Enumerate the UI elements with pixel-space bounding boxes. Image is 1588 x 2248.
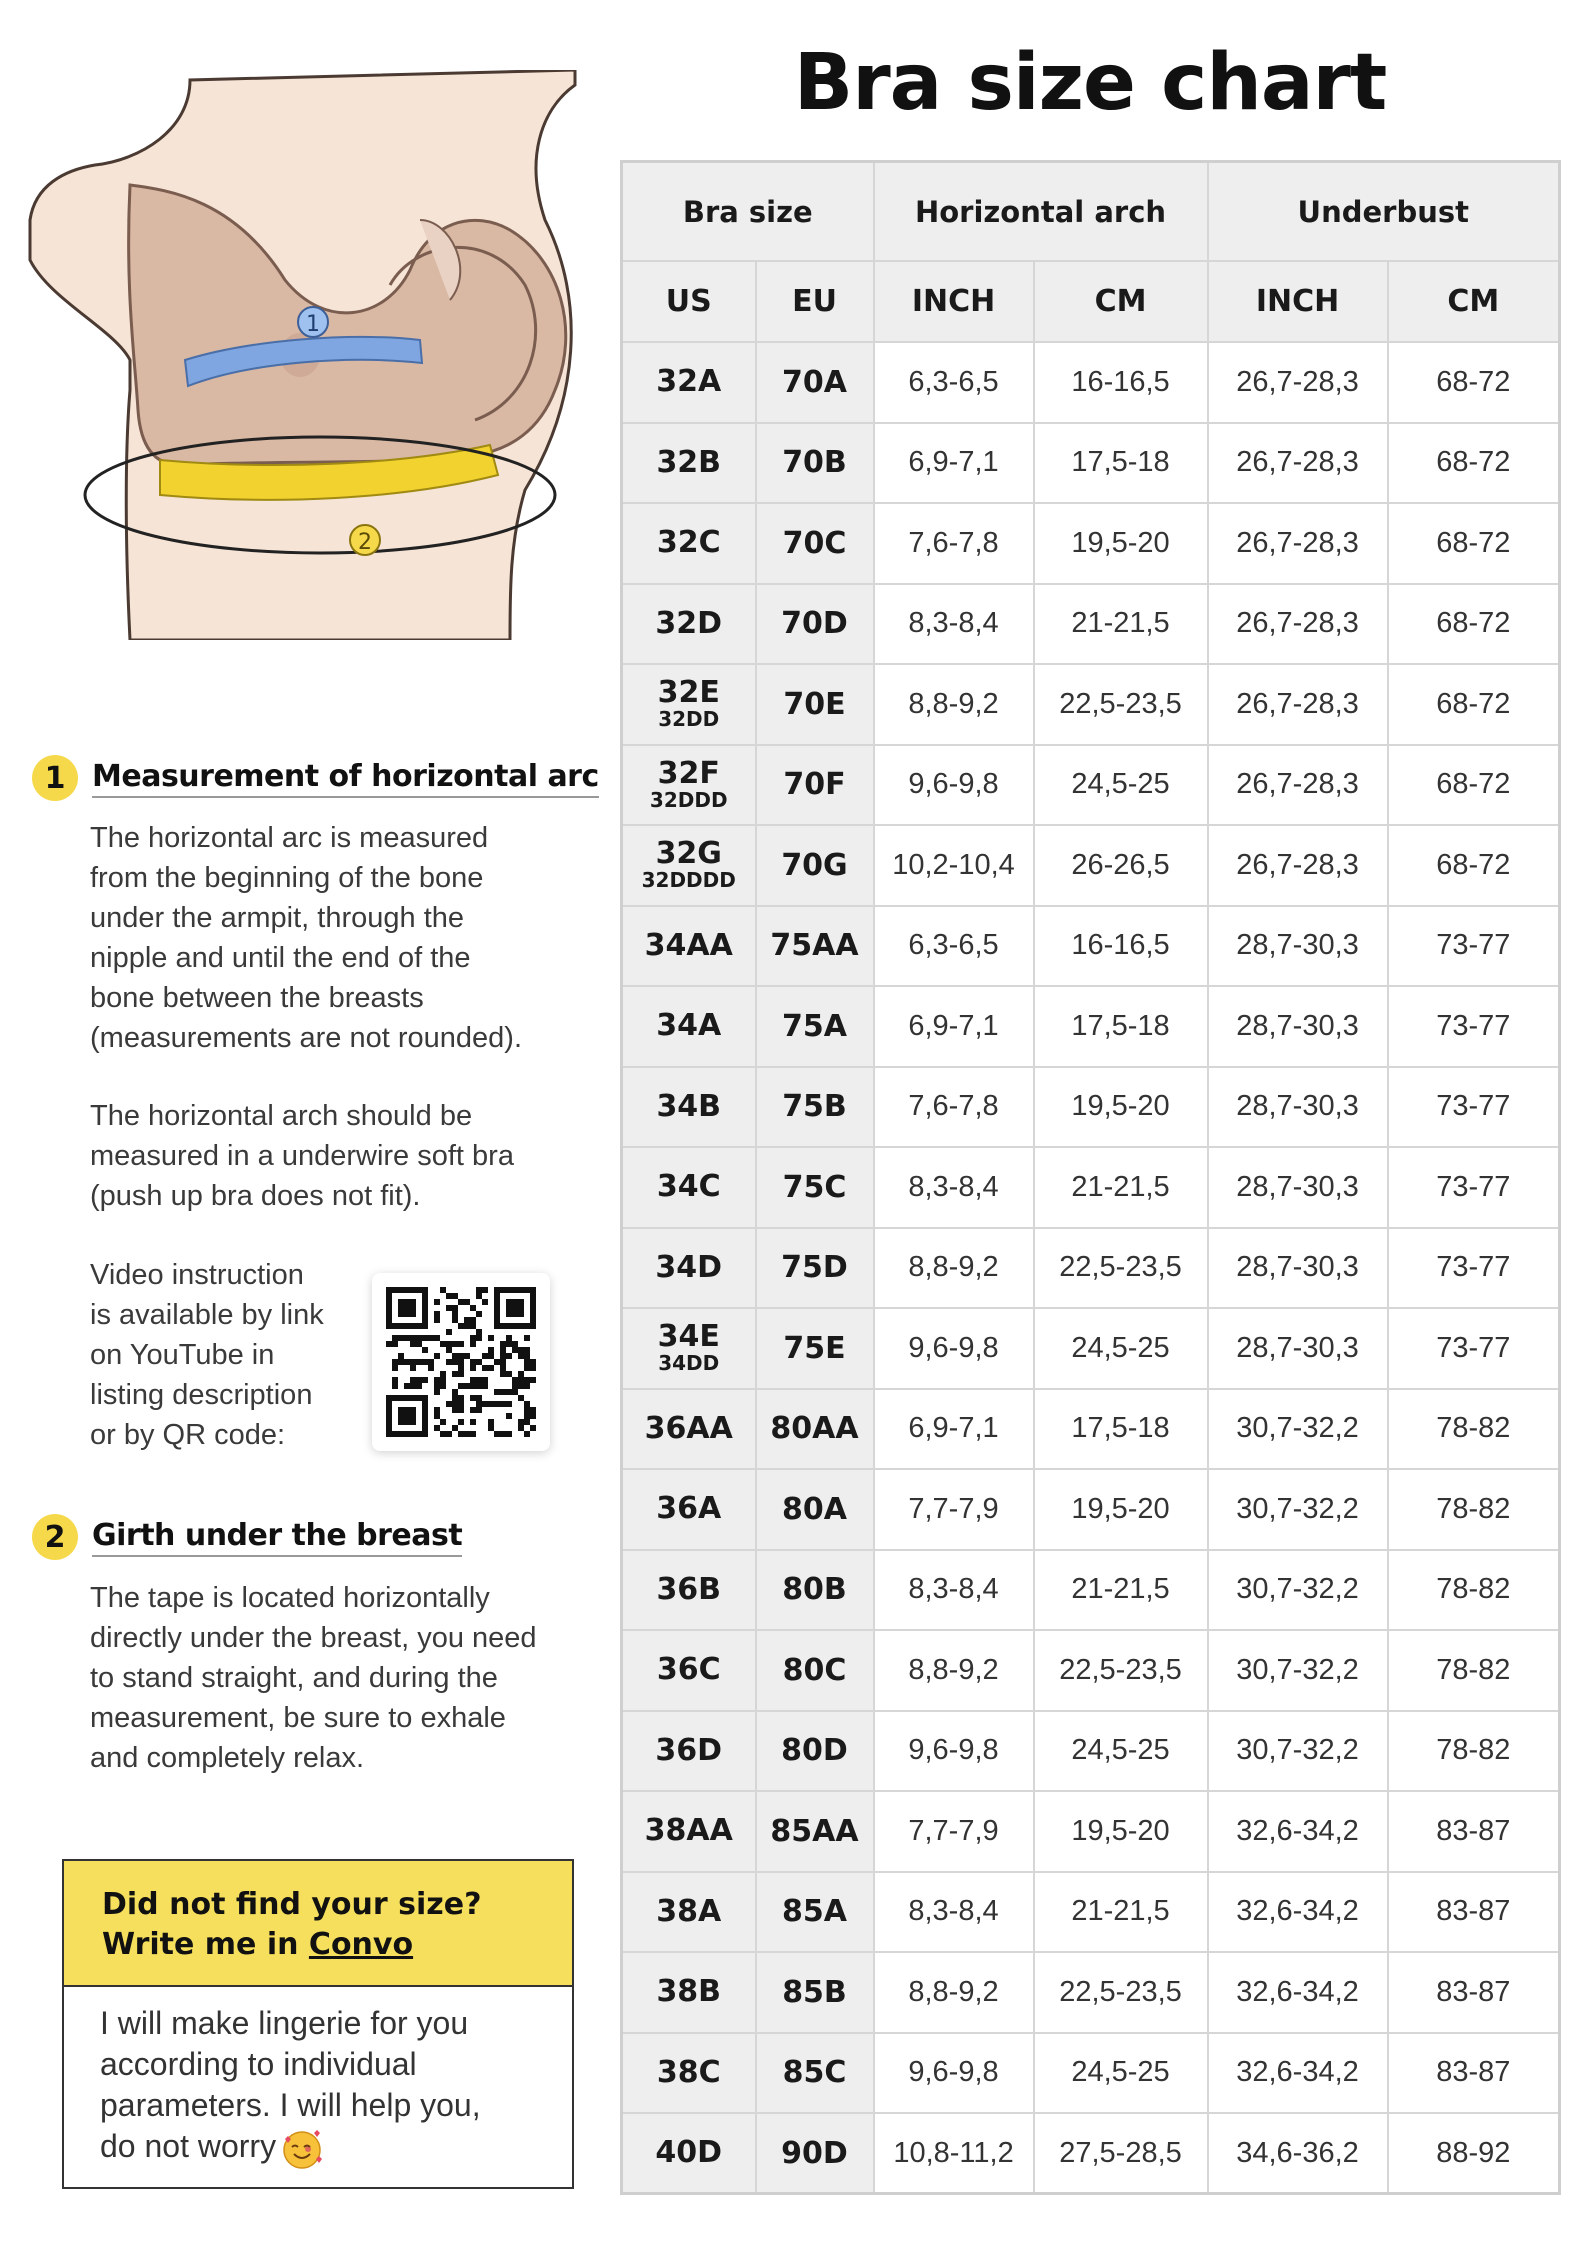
table-row	[622, 1791, 1560, 1872]
section-1-paragraph-3	[90, 1255, 360, 1455]
table-row	[622, 1067, 1560, 1148]
callout-line-2-prefix: Write me in	[102, 1927, 309, 1962]
us-size-main: 40D	[655, 2135, 723, 2170]
cell-arch-inch: 6,9-7,1	[874, 1389, 1034, 1470]
cell-us-size	[622, 906, 756, 987]
cell-arch-cm: 22,5-23,5	[1034, 1630, 1208, 1711]
table-row	[622, 1308, 1560, 1389]
cell-arch-cm: 21-21,5	[1034, 584, 1208, 665]
cell-arch-inch: 8,8-9,2	[874, 1228, 1034, 1309]
us-size-alt: 32DDD	[649, 787, 728, 812]
table-row	[622, 1147, 1560, 1228]
cell-arch-inch: 10,2-10,4	[874, 825, 1034, 906]
table-row	[622, 1952, 1560, 2033]
us-size-main: 32G	[655, 836, 722, 872]
cell-us-size	[622, 1469, 756, 1550]
cell-us-size	[622, 2033, 756, 2114]
us-size-main: 34C	[656, 1169, 721, 1205]
cell-underbust-cm: 83-87	[1388, 1952, 1560, 2033]
cell-eu-size: 80AA	[756, 1389, 874, 1470]
us-size-main: 36C	[656, 1652, 721, 1688]
text-line	[100, 2126, 536, 2171]
table-row	[622, 1711, 1560, 1792]
table-row	[622, 584, 1560, 665]
cell-underbust-inch: 32,6-34,2	[1208, 2033, 1388, 2114]
cell-us-size	[622, 825, 756, 906]
section-1-heading: Measurement of horizontal arc	[92, 759, 599, 798]
cell-arch-cm: 19,5-20	[1034, 503, 1208, 584]
cell-underbust-inch: 30,7-32,2	[1208, 1630, 1388, 1711]
text-line-content: do not worry	[100, 2128, 277, 2164]
cell-underbust-inch: 28,7-30,3	[1208, 986, 1388, 1067]
cell-eu-size: 75D	[756, 1228, 874, 1309]
cell-underbust-cm: 73-77	[1388, 1067, 1560, 1148]
cell-us-size	[622, 1067, 756, 1148]
section-1-paragraph-2	[90, 1096, 590, 1216]
cell-arch-inch: 6,9-7,1	[874, 986, 1034, 1067]
cell-eu-size: 80A	[756, 1469, 874, 1550]
page-title: Bra size chart	[793, 38, 1387, 128]
table-row	[622, 1630, 1560, 1711]
text-line: listing description	[90, 1379, 313, 1411]
cell-eu-size: 70G	[756, 825, 874, 906]
header-underbust: Underbust	[1208, 162, 1560, 262]
text-line: nipple and until the end of the	[90, 942, 471, 974]
marker-2: 2	[358, 530, 372, 555]
cell-arch-inch: 8,8-9,2	[874, 1952, 1034, 2033]
cell-underbust-cm: 68-72	[1388, 503, 1560, 584]
cell-us-size	[622, 1630, 756, 1711]
cell-arch-cm: 24,5-25	[1034, 1711, 1208, 1792]
cell-eu-size: 70E	[756, 664, 874, 745]
cell-arch-inch: 7,6-7,8	[874, 1067, 1034, 1148]
cell-underbust-cm: 73-77	[1388, 1308, 1560, 1389]
cell-underbust-cm: 78-82	[1388, 1550, 1560, 1631]
cell-us-size	[622, 1550, 756, 1631]
cell-eu-size: 80C	[756, 1630, 874, 1711]
table-row	[622, 906, 1560, 987]
cell-arch-inch: 9,6-9,8	[874, 745, 1034, 826]
cell-us-size	[622, 584, 756, 665]
cell-us-size	[622, 1952, 756, 2033]
cell-underbust-inch: 26,7-28,3	[1208, 503, 1388, 584]
header-bra-size: Bra size	[622, 162, 874, 262]
us-size-main: 38C	[656, 2054, 721, 2090]
cell-underbust-inch: 26,7-28,3	[1208, 423, 1388, 504]
cell-underbust-cm: 68-72	[1388, 745, 1560, 826]
subheader-arch-inch: INCH	[874, 261, 1034, 342]
cell-eu-size: 70D	[756, 584, 874, 665]
cell-us-size	[622, 1711, 756, 1792]
header-horizontal-arch: Horizontal arch	[874, 162, 1208, 262]
cell-eu-size: 70A	[756, 342, 874, 423]
cell-arch-cm: 17,5-18	[1034, 986, 1208, 1067]
cell-eu-size: 70C	[756, 503, 874, 584]
text-line: The horizontal arc is measured	[90, 822, 489, 854]
cell-arch-cm: 22,5-23,5	[1034, 664, 1208, 745]
cell-underbust-inch: 28,7-30,3	[1208, 1228, 1388, 1309]
cell-underbust-cm: 68-72	[1388, 342, 1560, 423]
cell-arch-inch: 10,8-11,2	[874, 2113, 1034, 2194]
cell-arch-cm: 21-21,5	[1034, 1872, 1208, 1953]
smiling-face-with-hearts-icon	[280, 2127, 324, 2171]
table-row	[622, 664, 1560, 745]
table-row	[622, 1550, 1560, 1631]
convo-link[interactable]: Convo	[308, 1927, 414, 1962]
bra-measurement-illustration	[20, 70, 590, 640]
cell-underbust-inch: 32,6-34,2	[1208, 1791, 1388, 1872]
subheader-us: US	[622, 261, 756, 342]
cell-underbust-cm: 73-77	[1388, 1147, 1560, 1228]
cell-arch-inch: 8,8-9,2	[874, 1630, 1034, 1711]
us-size-main: 32B	[656, 444, 722, 480]
cell-us-size	[622, 1147, 756, 1228]
cell-underbust-inch: 32,6-34,2	[1208, 1952, 1388, 2033]
cell-eu-size: 85B	[756, 1952, 874, 2033]
cell-underbust-inch: 34,6-36,2	[1208, 2113, 1388, 2194]
cell-underbust-inch: 28,7-30,3	[1208, 1308, 1388, 1389]
subheader-underbust-cm: CM	[1388, 261, 1560, 342]
us-size-alt: 32DD	[658, 707, 720, 732]
section-1-number-badge: 1	[32, 755, 78, 801]
section-1-paragraph-1	[90, 818, 590, 1058]
text-line: from the beginning of the bone	[90, 862, 484, 894]
cell-underbust-inch: 28,7-30,3	[1208, 1147, 1388, 1228]
cell-underbust-cm: 83-87	[1388, 1791, 1560, 1872]
cell-us-size	[622, 2113, 756, 2194]
table-row	[622, 1469, 1560, 1550]
cell-underbust-cm: 78-82	[1388, 1711, 1560, 1792]
text-line: according to individual	[100, 2046, 417, 2082]
cell-arch-cm: 19,5-20	[1034, 1791, 1208, 1872]
us-size-main: 34D	[655, 1249, 723, 1285]
cell-eu-size: 85C	[756, 2033, 874, 2114]
us-size-main: 32C	[656, 525, 721, 561]
cell-underbust-cm: 78-82	[1388, 1469, 1560, 1550]
cell-eu-size: 80D	[756, 1711, 874, 1792]
cell-arch-inch: 9,6-9,8	[874, 1711, 1034, 1792]
cell-underbust-inch: 30,7-32,2	[1208, 1469, 1388, 1550]
cell-underbust-inch: 32,6-34,2	[1208, 1872, 1388, 1953]
text-line: is available by link	[90, 1299, 324, 1331]
cell-underbust-cm: 68-72	[1388, 423, 1560, 504]
cell-us-size	[622, 1791, 756, 1872]
cell-us-size	[622, 1389, 756, 1470]
cell-underbust-inch: 28,7-30,3	[1208, 906, 1388, 987]
us-size-main: 32D	[655, 605, 723, 641]
us-size-alt: 34DD	[658, 1351, 720, 1376]
cell-underbust-inch: 26,7-28,3	[1208, 342, 1388, 423]
cell-arch-cm: 24,5-25	[1034, 1308, 1208, 1389]
text-line: directly under the breast, you need	[90, 1622, 537, 1654]
table-row	[622, 423, 1560, 504]
cell-arch-inch: 6,3-6,5	[874, 906, 1034, 987]
subheader-eu: EU	[756, 261, 874, 342]
cell-arch-cm: 17,5-18	[1034, 423, 1208, 504]
cell-us-size	[622, 342, 756, 423]
table-row	[622, 1389, 1560, 1470]
cell-arch-cm: 22,5-23,5	[1034, 1952, 1208, 2033]
us-size-main: 32F	[657, 755, 720, 791]
cell-eu-size: 75C	[756, 1147, 874, 1228]
cell-arch-cm: 24,5-25	[1034, 745, 1208, 826]
cell-underbust-inch: 30,7-32,2	[1208, 1711, 1388, 1792]
cell-arch-cm: 16-16,5	[1034, 906, 1208, 987]
section-2-paragraph	[90, 1578, 610, 1778]
table-row	[622, 2033, 1560, 2114]
us-size-main: 34E	[657, 1319, 720, 1355]
text-line: I will make lingerie for you	[100, 2005, 469, 2041]
cell-arch-cm: 21-21,5	[1034, 1550, 1208, 1631]
text-line: bone between the breasts	[90, 982, 424, 1014]
table-row	[622, 1872, 1560, 1953]
section-1-header	[32, 755, 599, 801]
cell-us-size	[622, 664, 756, 745]
cell-arch-inch: 6,3-6,5	[874, 342, 1034, 423]
cell-arch-cm: 27,5-28,5	[1034, 2113, 1208, 2194]
cell-eu-size: 80B	[756, 1550, 874, 1631]
cell-arch-cm: 26-26,5	[1034, 825, 1208, 906]
cell-eu-size: 85A	[756, 1872, 874, 1953]
cell-us-size	[622, 1228, 756, 1309]
section-2-header	[32, 1514, 462, 1560]
cell-underbust-inch: 26,7-28,3	[1208, 745, 1388, 826]
cell-underbust-cm: 68-72	[1388, 825, 1560, 906]
cell-arch-cm: 19,5-20	[1034, 1469, 1208, 1550]
cell-underbust-cm: 73-77	[1388, 986, 1560, 1067]
cell-arch-inch: 8,3-8,4	[874, 1550, 1034, 1631]
cell-us-size	[622, 423, 756, 504]
cell-underbust-inch: 26,7-28,3	[1208, 584, 1388, 665]
table-row	[622, 1228, 1560, 1309]
cell-arch-inch: 8,3-8,4	[874, 584, 1034, 665]
table-row	[622, 745, 1560, 826]
us-size-main: 36B	[656, 1571, 722, 1607]
custom-size-callout	[62, 1859, 574, 2189]
cell-underbust-cm: 88-92	[1388, 2113, 1560, 2194]
us-size-main: 34B	[656, 1088, 722, 1124]
table-row	[622, 2113, 1560, 2194]
text-line: or by QR code:	[90, 1419, 286, 1451]
us-size-alt: 32DDDD	[641, 868, 736, 893]
cell-arch-cm: 22,5-23,5	[1034, 1228, 1208, 1309]
callout-line-2	[102, 1925, 534, 1965]
cell-underbust-inch: 26,7-28,3	[1208, 825, 1388, 906]
cell-arch-inch: 8,3-8,4	[874, 1872, 1034, 1953]
cell-us-size	[622, 503, 756, 584]
cell-eu-size: 70F	[756, 745, 874, 826]
us-size-main: 34AA	[644, 927, 733, 963]
text-line: The tape is located horizontally	[90, 1582, 490, 1614]
us-size-main: 38B	[656, 1974, 722, 2010]
table-row	[622, 986, 1560, 1067]
us-size-main: 38AA	[644, 1813, 733, 1849]
us-size-main: 36A	[656, 1491, 722, 1527]
cell-arch-inch: 9,6-9,8	[874, 1308, 1034, 1389]
cell-arch-inch: 6,9-7,1	[874, 423, 1034, 504]
cell-arch-cm: 19,5-20	[1034, 1067, 1208, 1148]
cell-underbust-cm: 73-77	[1388, 906, 1560, 987]
table-row	[622, 503, 1560, 584]
table-row	[622, 342, 1560, 423]
section-2-number-badge: 2	[32, 1514, 78, 1560]
cell-arch-inch: 7,6-7,8	[874, 503, 1034, 584]
callout-line-1: Did not find your size?	[102, 1887, 482, 1922]
text-line: measured in a underwire soft bra	[90, 1140, 514, 1172]
cell-underbust-inch: 30,7-32,2	[1208, 1550, 1388, 1631]
subheader-underbust-inch: INCH	[1208, 261, 1388, 342]
cell-arch-cm: 24,5-25	[1034, 2033, 1208, 2114]
marker-1: 1	[306, 312, 320, 337]
callout-body	[64, 1987, 572, 2171]
us-size-main: 34A	[656, 1008, 722, 1044]
cell-eu-size: 75A	[756, 986, 874, 1067]
table-row	[622, 825, 1560, 906]
us-size-main: 38A	[656, 1893, 722, 1929]
us-size-main: 36AA	[644, 1410, 733, 1446]
us-size-main: 32E	[657, 675, 720, 711]
cell-underbust-cm: 73-77	[1388, 1228, 1560, 1309]
text-line: The horizontal arch should be	[90, 1100, 473, 1132]
cell-arch-inch: 7,7-7,9	[874, 1469, 1034, 1550]
cell-arch-cm: 16-16,5	[1034, 342, 1208, 423]
callout-header	[64, 1861, 572, 1987]
text-line: and completely relax.	[90, 1742, 365, 1774]
us-size-main: 36D	[655, 1732, 723, 1768]
cell-eu-size: 85AA	[756, 1791, 874, 1872]
cell-underbust-cm: 68-72	[1388, 584, 1560, 665]
text-line: (measurements are not rounded).	[90, 1022, 522, 1054]
cell-underbust-cm: 78-82	[1388, 1389, 1560, 1470]
cell-arch-inch: 9,6-9,8	[874, 2033, 1034, 2114]
bra-size-table	[620, 160, 1561, 2195]
cell-arch-inch: 7,7-7,9	[874, 1791, 1034, 1872]
cell-arch-inch: 8,8-9,2	[874, 664, 1034, 745]
cell-eu-size: 90D	[756, 2113, 874, 2194]
cell-underbust-inch: 30,7-32,2	[1208, 1389, 1388, 1470]
section-2-heading: Girth under the breast	[92, 1518, 462, 1557]
subheader-arch-cm: CM	[1034, 261, 1208, 342]
cell-eu-size: 75AA	[756, 906, 874, 987]
cell-underbust-cm: 68-72	[1388, 664, 1560, 745]
cell-arch-cm: 21-21,5	[1034, 1147, 1208, 1228]
cell-underbust-inch: 28,7-30,3	[1208, 1067, 1388, 1148]
cell-eu-size: 70B	[756, 423, 874, 504]
cell-underbust-inch: 26,7-28,3	[1208, 664, 1388, 745]
cell-us-size	[622, 1308, 756, 1389]
text-line: measurement, be sure to exhale	[90, 1702, 506, 1734]
text-line: on YouTube in	[90, 1339, 275, 1371]
cell-eu-size: 75E	[756, 1308, 874, 1389]
cell-arch-inch: 8,3-8,4	[874, 1147, 1034, 1228]
cell-underbust-cm: 78-82	[1388, 1630, 1560, 1711]
cell-underbust-cm: 83-87	[1388, 1872, 1560, 1953]
text-line: to stand straight, and during the	[90, 1662, 498, 1694]
text-line: parameters. I will help you,	[100, 2087, 481, 2123]
cell-arch-cm: 17,5-18	[1034, 1389, 1208, 1470]
qr-code-icon[interactable]	[372, 1273, 550, 1451]
cell-us-size	[622, 745, 756, 826]
cell-us-size	[622, 1872, 756, 1953]
cell-underbust-cm: 83-87	[1388, 2033, 1560, 2114]
cell-us-size	[622, 986, 756, 1067]
text-line: under the armpit, through the	[90, 902, 465, 934]
text-line: (push up bra does not fit).	[90, 1180, 421, 1212]
us-size-main: 32A	[656, 364, 722, 400]
cell-eu-size: 75B	[756, 1067, 874, 1148]
text-line: Video instruction	[90, 1259, 304, 1291]
